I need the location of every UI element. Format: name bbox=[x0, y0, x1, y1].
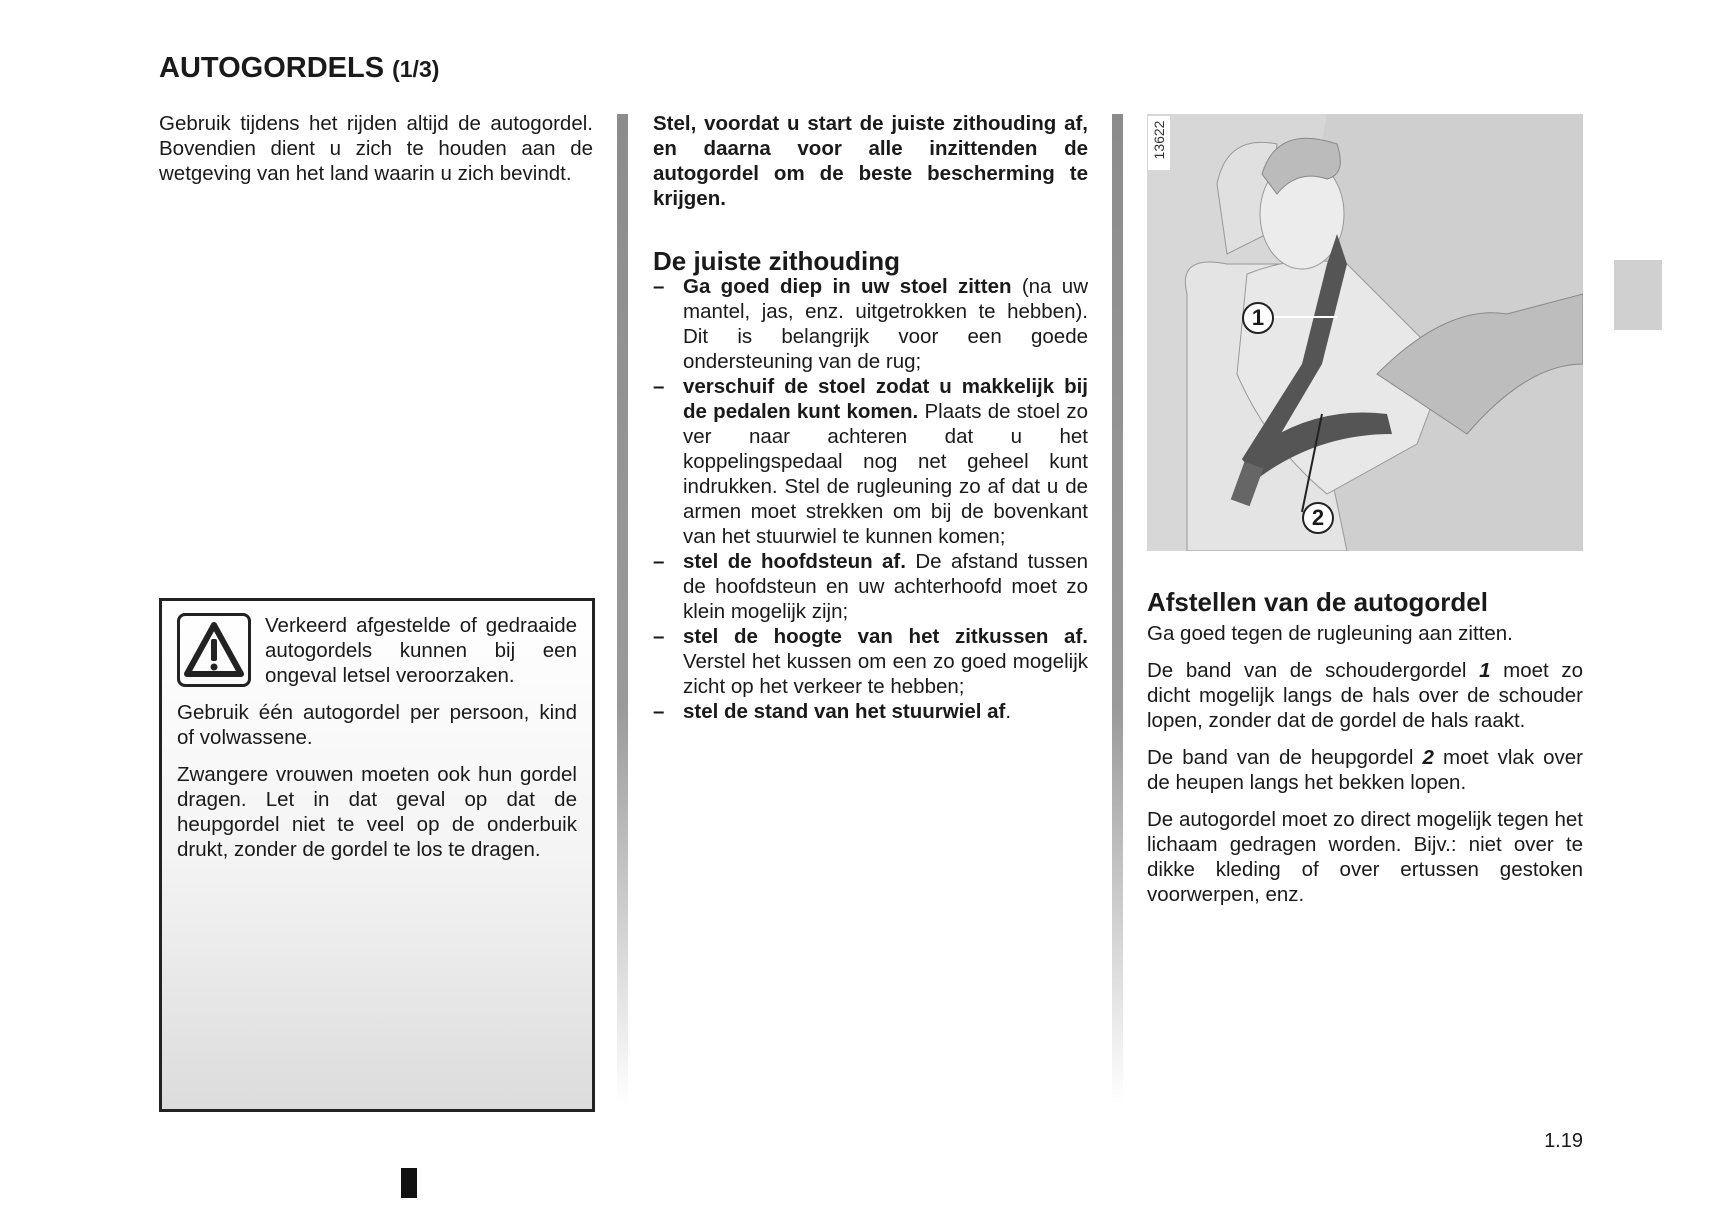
item-bold: stel de hoogte van het zitkussen af. bbox=[683, 625, 1088, 648]
posture-intro: Stel, voordat u start de juiste zithouding af, en daarna voor alle inzittenden de autogordel om de beste bescherming te krijgen. bbox=[653, 112, 1088, 210]
column-divider bbox=[1112, 114, 1123, 1104]
item-text: Verstel het kussen om een zo goed mogelijk zicht op het verkeer te hebben; bbox=[683, 650, 1088, 698]
print-mark bbox=[401, 1168, 417, 1198]
belt-text-3 bbox=[1147, 745, 1583, 795]
page-title bbox=[159, 52, 439, 85]
seatbelt-illustration bbox=[1147, 114, 1583, 551]
intro-column bbox=[159, 111, 593, 198]
item-bold: stel de stand van het stuurwiel af bbox=[683, 700, 1006, 723]
text: moet vlak over de heupen langs het bekken lopen. bbox=[1147, 746, 1584, 794]
item-text: Plaats de stoel zo ver naar achteren dat u het koppelingspedaal nog net geheel kunt indrukken. Stel de rugleuning zo af dat u de armen moet strekken om bij de bovenkant van het stuurwiel te kunnen komen; bbox=[683, 400, 1088, 548]
belt-text-2 bbox=[1147, 658, 1583, 733]
posture-column bbox=[653, 111, 1088, 724]
belt-adjust-column bbox=[1147, 587, 1584, 919]
belt-text-4: De autogordel moet zo direct mogelijk tegen het lichaam gedragen worden. Bijv.: niet over te dikke kleding of over ertussen gestoken voorwerpen, enz. bbox=[1147, 808, 1583, 906]
item-bold: verschuif de stoel zodat u makkelijk bij de pedalen kunt komen. bbox=[683, 375, 1088, 423]
column-divider bbox=[617, 114, 628, 1104]
list-item bbox=[653, 374, 1088, 549]
intro-text: Gebruik tijdens het rijden altijd de autogordel. Bovendien dient u zich te houden aan de wetgeving van het land waarin u zich bevindt. bbox=[159, 112, 593, 185]
title-part: (1/3) bbox=[392, 56, 440, 82]
text: moet zo dicht mogelijk langs de hals over de schouder lopen, zonder dat de gordel de hals raakt. bbox=[1147, 659, 1583, 732]
ref-2: 2 bbox=[1422, 746, 1434, 769]
text: De band van de heupgordel bbox=[1147, 746, 1423, 769]
warning-triangle-icon bbox=[177, 613, 251, 687]
warning-box bbox=[159, 598, 595, 1112]
belt-text-1: Ga goed tegen de rugleuning aan zitten. bbox=[1147, 622, 1513, 645]
figure-number bbox=[1148, 116, 1170, 170]
warning-text-3: Zwangere vrouwen moeten ook hun gordel dragen. Let in dat geval op dat de heupgordel niet te veel op de onderbuik drukt, zonder de gordel te los te dragen. bbox=[177, 763, 577, 861]
item-bold: Ga goed diep in uw stoel zitten bbox=[683, 275, 1012, 298]
list-item bbox=[653, 274, 1088, 374]
item-text: . bbox=[1005, 700, 1012, 723]
item-text: De afstand tussen de hoofdsteun en uw achterhoofd moet zo klein mogelijk zijn; bbox=[683, 550, 1088, 623]
section-tab bbox=[1614, 260, 1662, 330]
title-main: AUTOGORDELS bbox=[159, 52, 385, 84]
item-text: (na uw mantel, jas, enz. uitgetrokken te hebben). Dit is belangrijk voor een goede ondersteuning van de rug; bbox=[683, 275, 1088, 373]
text: De band van de schoudergordel bbox=[1147, 659, 1480, 682]
warning-text-2: Gebruik één autogordel per persoon, kind of volwassene. bbox=[177, 701, 577, 749]
belt-adjust-heading: Afstellen van de autogordel bbox=[1147, 587, 1488, 617]
posture-list bbox=[653, 274, 1088, 724]
list-item bbox=[653, 549, 1088, 624]
callout-1: 1 bbox=[1242, 302, 1274, 334]
ref-1: 1 bbox=[1479, 659, 1491, 682]
figure-number-text: 13622 bbox=[1151, 120, 1167, 160]
page-number: 1.19 bbox=[1544, 1130, 1583, 1152]
list-item bbox=[653, 624, 1088, 699]
warning-text-1: Verkeerd afgestelde of gedraaide autogordels kunnen bij een ongeval letsel veroorzaken. bbox=[265, 614, 577, 687]
callout-2: 2 bbox=[1302, 502, 1334, 534]
item-bold: stel de hoofdsteun af. bbox=[683, 550, 906, 573]
list-item bbox=[653, 699, 1088, 724]
posture-heading: De juiste zithouding bbox=[653, 246, 900, 276]
